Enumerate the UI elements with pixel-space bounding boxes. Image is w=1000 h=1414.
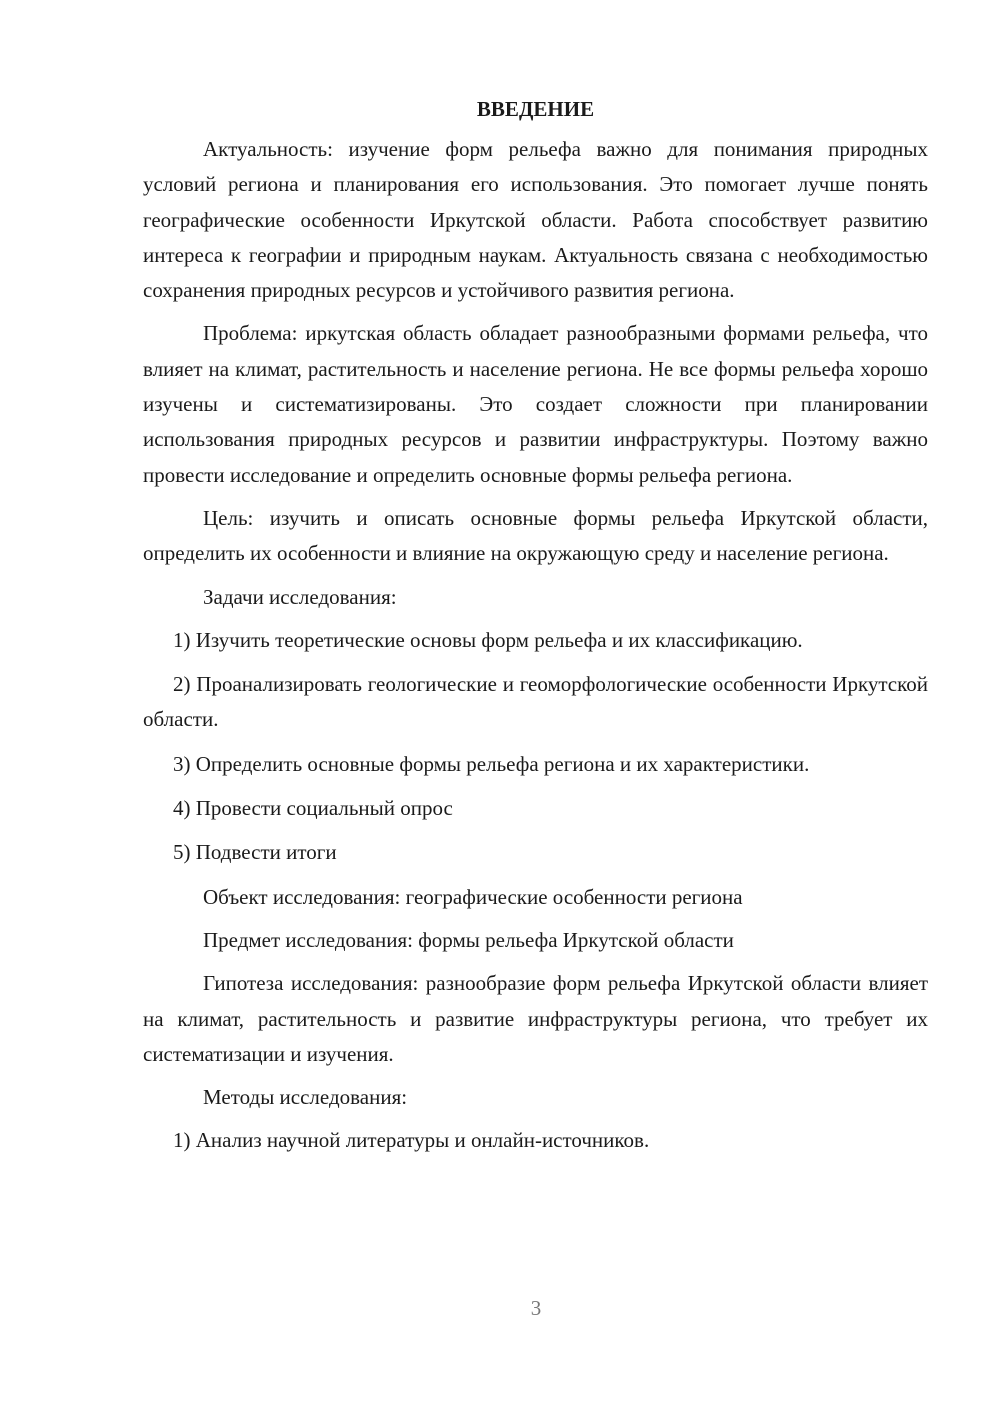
- paragraph-goal: Цель: изучить и описать основные формы рельефа Иркутской области, определить их особенности и влияние на окружающую среду и население региона.: [143, 505, 928, 566]
- task-item-3: 3) Определить основные формы рельефа региона и их характеристики.: [173, 751, 810, 776]
- paragraph-hypothesis: Гипотеза исследования: разнообразие форм рельефа Иркутской области влияет на климат, растительность и развитие инфраструктуры региона, что требует их систематизации и изучения.: [143, 971, 928, 1066]
- document-page: [143, 92, 928, 1168]
- task-item-4: 4) Провести социальный опрос: [173, 796, 453, 821]
- page-title: ВВЕДЕНИЕ: [476, 97, 595, 121]
- task-item-2: 2) Проанализировать геологические и геоморфологические особенности Иркутской области.: [143, 672, 928, 732]
- paragraph-subject: Предмет исследования: формы рельефа Иркутской области: [203, 927, 734, 952]
- tasks-heading: Задачи исследования:: [203, 584, 397, 609]
- task-item-1: 1) Изучить теоретические основы форм рельефа и их классификацию.: [173, 627, 803, 652]
- page-number: 3: [530, 1296, 542, 1320]
- task-item-5: 5) Подвести итоги: [173, 840, 337, 865]
- methods-heading: Методы исследования:: [203, 1085, 408, 1110]
- paragraph-problem: Проблема: иркутская область обладает разнообразными формами рельефа, что влияет на климат, растительность и население региона. Не все формы рельефа хорошо изучены и систематизированы. Это создает сложности при планировании использования природных ресурсов и развитии инфраструктуры. Поэтому важно провести исследование и определить основные формы рельефа региона.: [143, 321, 928, 487]
- paragraph-object: Объект исследования: географические особенности региона: [203, 884, 743, 909]
- paragraph-relevance: Актуальность: изучение форм рельефа важно для понимания природных условий региона и планирования его использования. Это помогает лучше понять географические особенности Иркутской области. Работа способствует развитию интереса к географии и природным наукам. Актуальность связана с необходимостью сохранения природных ресурсов и устойчивого развития региона.: [143, 137, 928, 303]
- method-item-1: 1) Анализ научной литературы и онлайн-источников.: [173, 1128, 650, 1153]
